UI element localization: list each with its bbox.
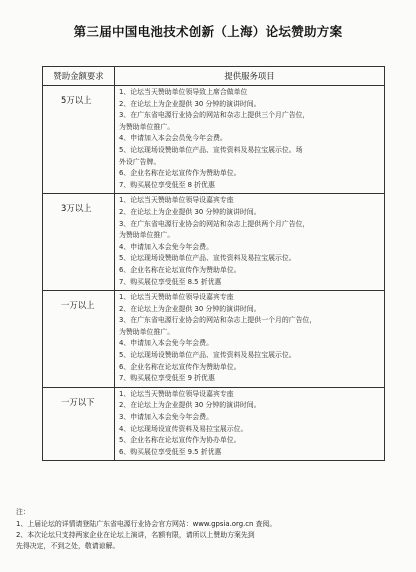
tier-row xyxy=(43,194,385,291)
tier-items xyxy=(115,291,385,388)
service-item: 3、在广东省电源行业协会的网站和杂志上提供两个月广告位， xyxy=(119,219,310,228)
service-item: 4、论坛现场设宣传资料及易拉宝展示位。 xyxy=(119,424,248,433)
sponsorship-table xyxy=(42,66,385,461)
service-item: 2、在论坛上为企业提供 30 分钟的演讲时间。 xyxy=(119,304,261,313)
tier-row xyxy=(43,291,385,388)
service-item: 2、在论坛上为企业提供 30 分钟的演讲时间。 xyxy=(119,401,261,410)
header-services: 提供服务项目 xyxy=(115,67,385,86)
service-item: 6、购买展位享受低至 9.5 折优惠 xyxy=(119,447,222,456)
service-item: 为赞助单位推广。 xyxy=(119,231,175,240)
service-item: 1、论坛当天赞助单位领导设嘉宾专座 xyxy=(119,293,234,302)
service-item: 6、企业名称在论坛宣传作为赞助单位。 xyxy=(119,265,241,274)
notes-section xyxy=(16,507,408,552)
tier-level: 5万以上 xyxy=(43,86,115,194)
service-item: 6、企业名称在论坛宣传作为赞助单位。 xyxy=(119,362,241,371)
tier-items xyxy=(115,194,385,291)
document-title: 第三届中国电池技术创新（上海）论坛赞助方案 xyxy=(73,24,343,39)
service-item: 外设广告牌。 xyxy=(119,157,161,166)
service-item: 1、论坛当天赞助单位领导设嘉宾专座 xyxy=(119,389,234,398)
service-item: 5、论坛现场设赞助单位产品、宣传资料及易拉宝展示位。 xyxy=(119,254,296,263)
service-item: 3、申请加入本会免今年会费。 xyxy=(119,413,213,422)
service-item: 4、申请加入本会会员免今年会费。 xyxy=(119,134,227,143)
service-item: 7、购买展位享受低至 8.5 折优惠 xyxy=(119,277,222,286)
header-amount: 赞助金额要求 xyxy=(43,67,115,86)
tier-items xyxy=(115,86,385,194)
service-item: 4、申请加入本会免今年会费。 xyxy=(119,339,213,348)
service-item: 4、申请加入本会免今年会费。 xyxy=(119,242,213,251)
note-line: 2、本次论坛只支持两家企业在论坛上演讲，名额有限，请所以上赞助方案先到 xyxy=(16,531,255,539)
notes-heading: 注： xyxy=(16,508,30,516)
note-line: 先得决定，不到之处，敬请谅解。 xyxy=(16,542,120,550)
service-item: 3、在广东省电源行业协会的网站和杂志上提供一个月的广告位， xyxy=(119,316,317,325)
service-item: 2、在论坛上为企业提供 30 分钟的演讲时间。 xyxy=(119,99,261,108)
service-item: 1、论坛当天赞助单位领导致上席合做单位 xyxy=(119,88,248,96)
service-item: 7、购买展位享受低至 8 折优惠 xyxy=(119,180,215,189)
service-item: 6、企业名称在论坛宣传作为赞助单位。 xyxy=(119,169,241,178)
tier-level: 一万以下 xyxy=(43,387,115,461)
tier-items xyxy=(115,387,385,461)
service-item: 7、购买展位享受低至 9 折优惠 xyxy=(119,374,215,383)
table-header-row xyxy=(43,67,385,86)
service-item: 5、论坛现场设赞助单位产品、宣传资料及易拉宝展示位。场 xyxy=(119,145,303,154)
tier-row xyxy=(43,387,385,461)
service-item: 1、论坛当天赞助单位领导设嘉宾专座 xyxy=(119,196,234,205)
tier-level: 3万以上 xyxy=(43,194,115,291)
service-item: 5、企业名称在论坛宣传作为协办单位。 xyxy=(119,436,241,445)
service-item: 2、在论坛上为企业提供 30 分钟的演讲时间。 xyxy=(119,207,261,216)
service-item: 为赞助单位推广。 xyxy=(119,327,175,336)
tier-level: 一万以上 xyxy=(43,291,115,388)
service-item: 3、在广东省电源行业协会的网站和杂志上提供三个月广告位， xyxy=(119,111,310,120)
service-item: 5、论坛现场设赞助单位产品、宣传资料及易拉宝展示位。 xyxy=(119,351,296,360)
note-line: 1、上届论坛的详情请登陆广东省电源行业协会官方网站：www.gpsia.org.cn 查阅。 xyxy=(16,520,277,528)
tier-row xyxy=(43,86,385,194)
service-item: 为赞助单位推广。 xyxy=(119,122,175,131)
